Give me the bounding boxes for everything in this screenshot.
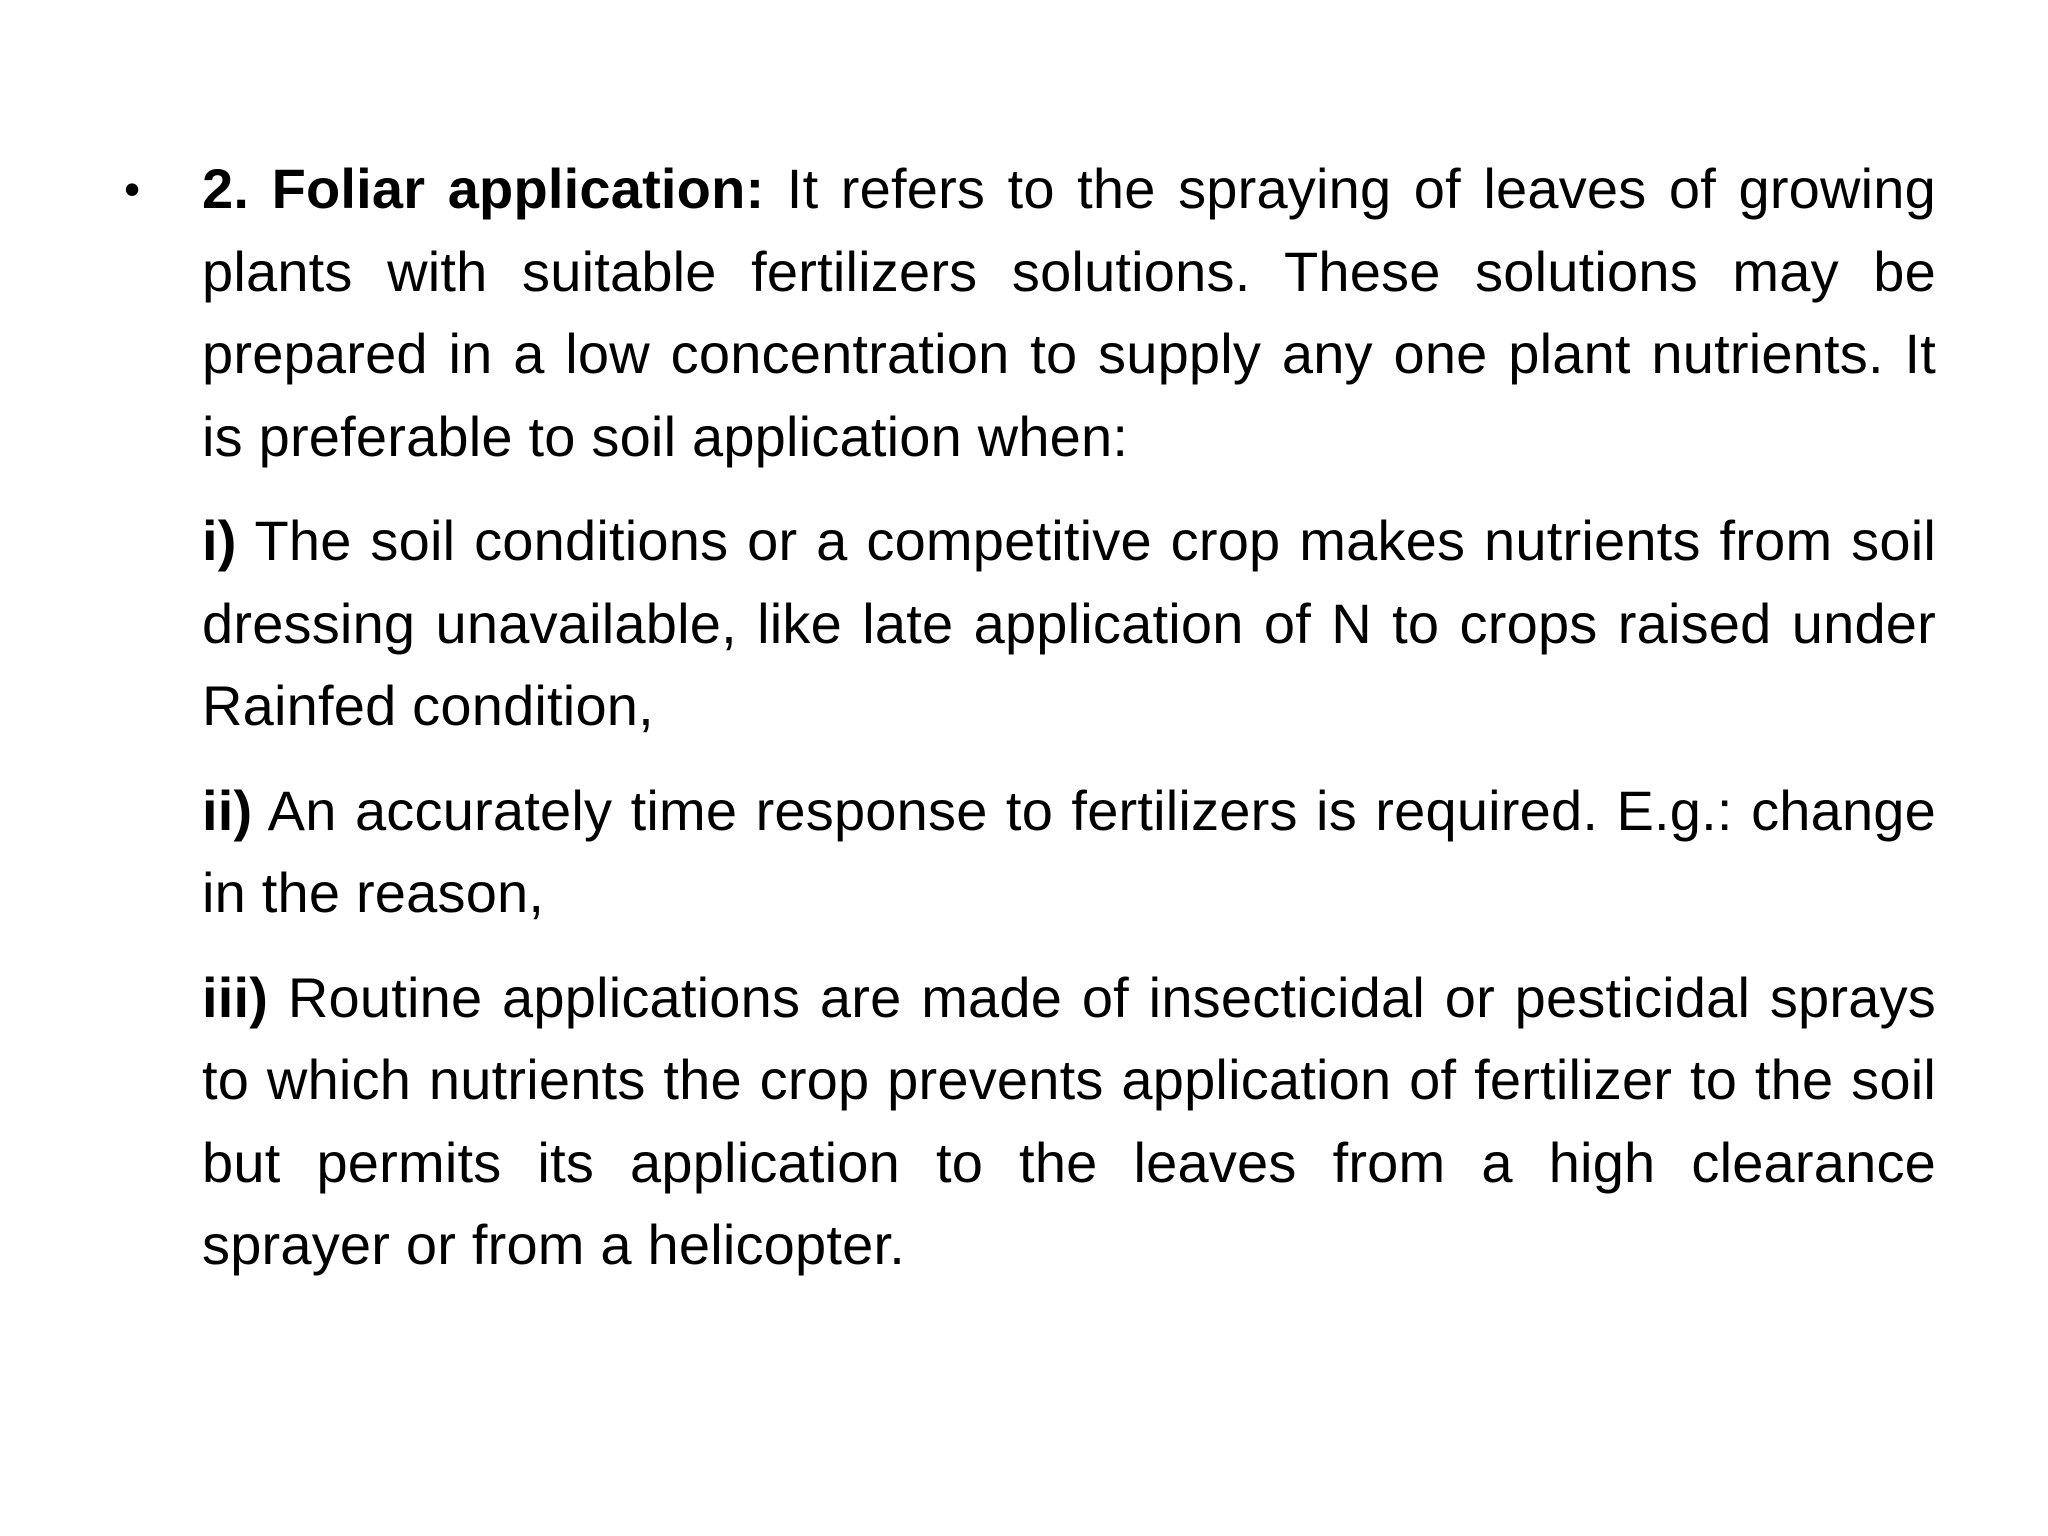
bullet-icon: • — [124, 163, 141, 215]
item-text: Routine applications are made of insecticidal or pesticidal sprays to which nutrients the crop prevents application of fertilizer to the soil but permits its application to the leaves from a high clearance sprayer or from a helicopter. — [202, 965, 1936, 1276]
item-text: The soil conditions or a competitive crop makes nutrients from soil dressing unavailable, like late application of N to crops raised under Rainfed condition, — [202, 509, 1936, 737]
item-marker: i) — [202, 509, 237, 572]
list-item-1 — [202, 500, 1936, 748]
list-item-3 — [202, 957, 1936, 1287]
item-text: An accurately time response to fertilizers is required. E.g.: change in the reason, — [202, 778, 1936, 924]
item-marker: iii) — [202, 965, 269, 1029]
item-marker: ii) — [202, 778, 253, 842]
slide-content — [124, 148, 1936, 1287]
heading-text: It refers to the spraying of leaves of growing plants with suitable fertilizers solutions. These solutions may be prepared in a low concentration to supply any one plant nutrients. It is preferable to soil application when: — [202, 157, 1936, 468]
heading-label: 2. Foliar application: — [202, 157, 765, 220]
main-paragraph — [202, 148, 1936, 478]
list-item-2 — [202, 770, 1936, 935]
